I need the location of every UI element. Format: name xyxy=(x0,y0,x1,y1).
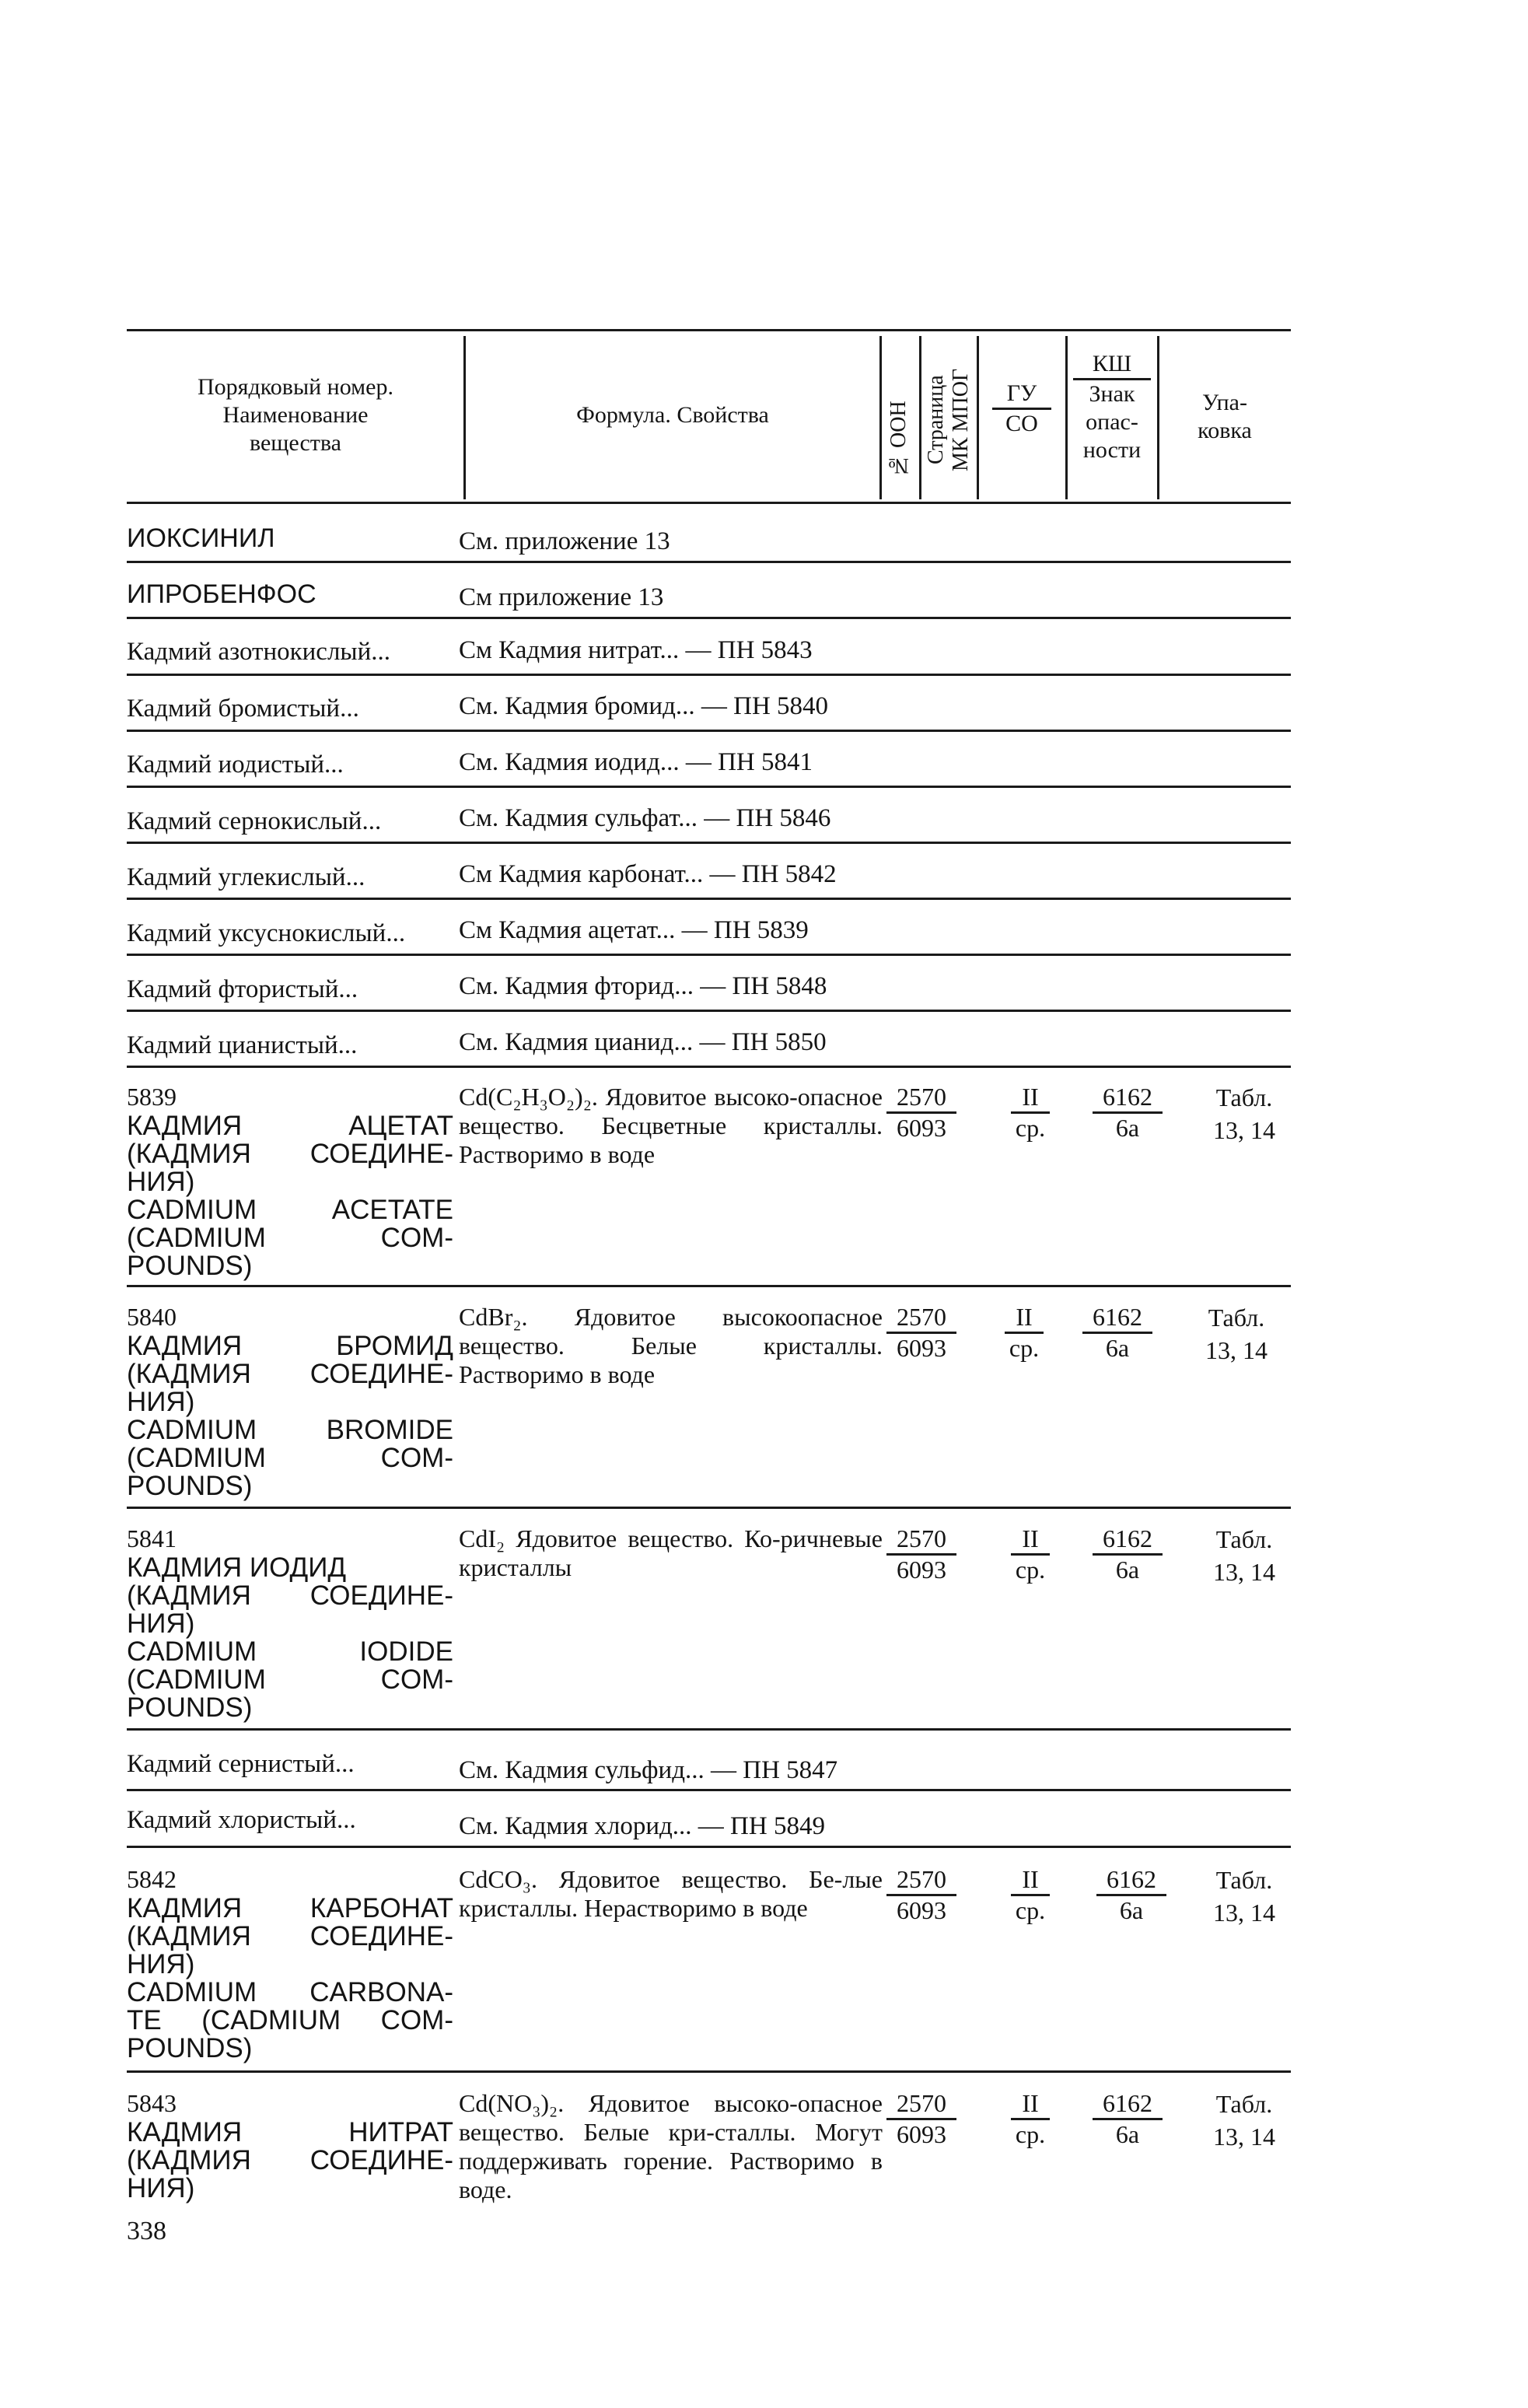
xref-name: ИПРОБЕНФОС xyxy=(127,579,316,609)
entry-number: 5839 xyxy=(127,1083,177,1111)
entry-formula-properties: CdI₂ Ядовитое вещество. Ко-ричневые кристаллы xyxy=(459,1524,883,1581)
co-value: ср. xyxy=(1015,1556,1046,1584)
xref-name: Кадмий бромистый... xyxy=(127,695,359,723)
entry-name-line: КАДМИЯ БРОМИД xyxy=(127,1331,453,1361)
header-col-page-line: Страница xyxy=(924,375,948,465)
entry-name-line: КАДМИЯ НИТРАТ xyxy=(127,2117,453,2147)
mpog-page: 6093 xyxy=(897,1114,946,1142)
entry-name-line: НИЯ) xyxy=(127,1608,195,1639)
entry-name xyxy=(127,2119,453,2203)
ksh-sign-fraction xyxy=(1082,1303,1152,1363)
un-number-fraction xyxy=(886,1303,956,1363)
ksh-value: 6162 xyxy=(1096,1865,1166,1896)
entry-name-line: (КАДМИЯ СОЕДИНЕ- xyxy=(127,1359,453,1389)
row-rule xyxy=(127,1789,1291,1791)
row-rule xyxy=(127,1507,1291,1509)
xref-name: ИОКСИНИЛ xyxy=(127,523,275,553)
header-gu-label: ГУ xyxy=(992,380,1051,410)
header-col-name-line: вещества xyxy=(250,430,341,456)
hazard-sign: 6а xyxy=(1119,1896,1144,1924)
packaging-line: Табл. xyxy=(1215,1525,1273,1553)
ksh-value: 6162 xyxy=(1082,1303,1152,1334)
header-co-label: СО xyxy=(1005,411,1038,436)
header-col-page-line: МК МПОГ xyxy=(949,368,973,472)
packaging-line: 13, 14 xyxy=(1213,1558,1275,1586)
packaging-line: Табл. xyxy=(1208,1304,1265,1332)
gu-value: II xyxy=(1011,1083,1050,1114)
entry-formula-properties: CdBr₂. Ядовитое высокоопасное вещество. Белые кристаллы. Растворимо в воде xyxy=(459,1303,883,1388)
gu-co-fraction xyxy=(1011,2089,1050,2149)
entry-name xyxy=(127,1895,453,2063)
header-divider xyxy=(1157,336,1159,499)
ksh-sign-fraction xyxy=(1093,1524,1163,1584)
hazard-sign: 6а xyxy=(1115,2120,1140,2148)
un-number: 2570 xyxy=(886,1303,956,1334)
entry-name-line: (CADMIUM COM- xyxy=(127,1443,453,1473)
entry-name-line: КАДМИЯ КАРБОНАТ xyxy=(127,1893,453,1923)
xref-text: См. Кадмия фторид... — ПН 5848 xyxy=(459,972,827,1000)
xref-name: Кадмий цианистый... xyxy=(127,1031,358,1059)
xref-text: См. Кадмия цианид... — ПН 5850 xyxy=(459,1028,827,1056)
row-rule xyxy=(127,1285,1291,1287)
header-divider xyxy=(977,336,979,499)
entry-name-line: (КАДМИЯ СОЕДИНЕ- xyxy=(127,1139,453,1169)
entry-name xyxy=(127,1554,453,1722)
xref-name: Кадмий углекислый... xyxy=(127,863,365,891)
gu-value: II xyxy=(1005,1303,1044,1334)
entry-name-line: CADMIUM CARBONA- xyxy=(127,1977,453,2007)
un-number-fraction xyxy=(886,1083,956,1143)
header-top-rule xyxy=(127,329,1291,331)
packaging-line: Табл. xyxy=(1215,2090,1273,2118)
packaging-line: 13, 14 xyxy=(1213,2123,1275,2151)
entry-formula-properties: Cd(C₂H₃O₂)₂. Ядовитое высоко-опасное вещество. Бесцветные кристаллы. Растворимо в воде xyxy=(459,1083,883,1168)
row-rule xyxy=(127,730,1291,732)
mpog-page: 6093 xyxy=(897,1334,946,1362)
mpog-page: 6093 xyxy=(897,2120,946,2148)
hazard-sign: 6а xyxy=(1115,1114,1140,1142)
mpog-page: 6093 xyxy=(897,1556,946,1584)
entry-name-line: CADMIUM ACETATE xyxy=(127,1195,453,1225)
row-rule xyxy=(127,1066,1291,1068)
entry-name-line: POUNDS) xyxy=(127,1692,253,1723)
ksh-sign-fraction xyxy=(1093,1083,1163,1143)
xref-text: См. Кадмия бромид... — ПН 5840 xyxy=(459,692,829,720)
entry-name-line: КАДМИЯ ИОДИД xyxy=(127,1552,347,1583)
packaging-line: 13, 14 xyxy=(1213,1899,1275,1927)
xref-name: Кадмий азотнокислый... xyxy=(127,638,390,666)
header-col-name-line: Наименование xyxy=(222,402,369,428)
entry-name-line: CADMIUM BROMIDE xyxy=(127,1415,453,1445)
row-rule xyxy=(127,1010,1291,1012)
xref-name: Кадмий фтористый... xyxy=(127,975,358,1003)
packaging xyxy=(1194,1301,1279,1367)
gu-co-fraction xyxy=(1011,1524,1050,1584)
row-rule xyxy=(127,617,1291,619)
packaging-line: 13, 14 xyxy=(1205,1336,1268,1364)
entry-name xyxy=(127,1112,453,1280)
header-col-name xyxy=(148,373,443,457)
xref-name: Кадмий хлористый... xyxy=(127,1806,356,1834)
header-col-page xyxy=(924,342,974,498)
row-rule xyxy=(127,1846,1291,1848)
un-number-fraction xyxy=(886,1865,956,1925)
entry-name-line: (CADMIUM COM- xyxy=(127,1223,453,1253)
row-rule xyxy=(127,1728,1291,1731)
co-value: ср. xyxy=(1009,1334,1040,1362)
mpog-page: 6093 xyxy=(897,1896,946,1924)
entry-name-line: (КАДМИЯ СОЕДИНЕ- xyxy=(127,2145,453,2175)
gu-co-fraction xyxy=(1011,1865,1050,1925)
xref-text: См приложение 13 xyxy=(459,583,664,611)
header-sign-line: ности xyxy=(1082,437,1142,463)
packaging-line: Табл. xyxy=(1215,1866,1273,1894)
co-value: ср. xyxy=(1015,1114,1046,1142)
entry-name-line: TE (CADMIUM COM- xyxy=(127,2005,453,2035)
header-col-gu xyxy=(992,380,1051,438)
xref-name: Кадмий сернокислый... xyxy=(127,807,382,835)
ksh-value: 6162 xyxy=(1093,2089,1163,2120)
entry-name-line: НИЯ) xyxy=(127,1387,195,1417)
entry-number: 5843 xyxy=(127,2089,177,2117)
packaging xyxy=(1201,1864,1287,1929)
xref-text: См. Кадмия хлорид... — ПН 5849 xyxy=(459,1812,825,1840)
row-rule xyxy=(127,561,1291,563)
gu-co-fraction xyxy=(1005,1303,1044,1363)
ksh-value: 6162 xyxy=(1093,1524,1163,1556)
entry-name-line: НИЯ) xyxy=(127,1949,195,1979)
hazard-sign: 6а xyxy=(1115,1556,1140,1584)
hazard-sign: 6а xyxy=(1105,1334,1130,1362)
ksh-sign-fraction xyxy=(1093,2089,1163,2149)
ksh-value: 6162 xyxy=(1093,1083,1163,1114)
header-ksh-label: КШ xyxy=(1073,350,1151,380)
header-pack-line: ковка xyxy=(1198,418,1252,443)
xref-text: См. Кадмия иодид... — ПН 5841 xyxy=(459,748,813,776)
row-rule xyxy=(127,786,1291,788)
header-divider xyxy=(879,336,882,499)
header-col-ksh xyxy=(1073,350,1151,464)
un-number-fraction xyxy=(886,2089,956,2149)
entry-formula-properties: Cd(NO₃)₂. Ядовитое высоко-опасное вещество. Белые кри-сталлы. Могут поддерживать горение. Растворимо в воде. xyxy=(459,2089,883,2203)
xref-text: См. Кадмия сульфид... — ПН 5847 xyxy=(459,1756,838,1784)
gu-value: II xyxy=(1011,2089,1050,2120)
header-col-un: № ООН xyxy=(886,401,911,478)
un-number: 2570 xyxy=(886,2089,956,2120)
entry-name-line: (КАДМИЯ СОЕДИНЕ- xyxy=(127,1921,453,1951)
packaging-line: Табл. xyxy=(1215,1083,1273,1111)
entry-formula-properties: CdCO₃. Ядовитое вещество. Бе-лые кристаллы. Нерастворимо в воде xyxy=(459,1865,883,1922)
xref-text: См. Кадмия сульфат... — ПН 5846 xyxy=(459,804,831,832)
entry-name xyxy=(127,1332,453,1500)
page-number: 338 xyxy=(127,2217,166,2245)
entry-name-line: (КАДМИЯ СОЕДИНЕ- xyxy=(127,1580,453,1611)
row-rule xyxy=(127,898,1291,900)
un-number: 2570 xyxy=(886,1524,956,1556)
co-value: ср. xyxy=(1015,1896,1046,1924)
header-divider xyxy=(463,336,466,499)
xref-text: См Кадмия ацетат... — ПН 5839 xyxy=(459,916,809,944)
header-bottom-rule xyxy=(127,502,1291,504)
un-number-fraction xyxy=(886,1524,956,1584)
xref-name: Кадмий иодистый... xyxy=(127,751,344,779)
header-pack-line: Упа- xyxy=(1202,390,1247,415)
un-number: 2570 xyxy=(886,1865,956,1896)
gu-value: II xyxy=(1011,1865,1050,1896)
gu-co-fraction xyxy=(1011,1083,1050,1143)
packaging xyxy=(1201,1081,1287,1146)
entry-name-line: КАДМИЯ АЦЕТАТ xyxy=(127,1111,453,1141)
header-sign-line: Знак xyxy=(1089,381,1135,407)
row-rule xyxy=(127,842,1291,844)
header-sign-line: опас- xyxy=(1086,409,1138,435)
entry-name-line: POUNDS) xyxy=(127,1471,253,1501)
xref-name: Кадмий сернистый... xyxy=(127,1750,355,1778)
header-divider xyxy=(919,336,921,499)
xref-text: См. приложение 13 xyxy=(459,527,670,555)
header-divider xyxy=(1065,336,1068,499)
packaging-line: 13, 14 xyxy=(1213,1116,1275,1144)
xref-text: См Кадмия нитрат... — ПН 5843 xyxy=(459,636,813,664)
entry-name-line: (CADMIUM COM- xyxy=(127,1664,453,1695)
xref-name: Кадмий уксуснокислый... xyxy=(127,919,406,947)
ksh-sign-fraction xyxy=(1096,1865,1166,1925)
row-rule xyxy=(127,674,1291,676)
entry-name-line: POUNDS) xyxy=(127,1251,253,1281)
un-number: 2570 xyxy=(886,1083,956,1114)
co-value: ср. xyxy=(1015,2120,1046,2148)
entry-number: 5842 xyxy=(127,1865,177,1893)
entry-name-line: НИЯ) xyxy=(127,1167,195,1197)
header-col-formula: Формула. Свойства xyxy=(576,402,769,428)
packaging xyxy=(1201,2088,1287,2153)
gu-value: II xyxy=(1011,1524,1050,1556)
entry-name-line: НИЯ) xyxy=(127,2173,195,2203)
entry-number: 5840 xyxy=(127,1303,177,1331)
header-col-pack xyxy=(1166,389,1283,445)
xref-text: См Кадмия карбонат... — ПН 5842 xyxy=(459,860,837,888)
row-rule xyxy=(127,2070,1291,2073)
header-col-name-line: Порядковый номер. xyxy=(198,374,393,400)
row-rule xyxy=(127,954,1291,956)
entry-number: 5841 xyxy=(127,1524,177,1552)
entry-name-line: CADMIUM IODIDE xyxy=(127,1636,453,1667)
entry-name-line: POUNDS) xyxy=(127,2033,253,2063)
packaging xyxy=(1201,1523,1287,1588)
